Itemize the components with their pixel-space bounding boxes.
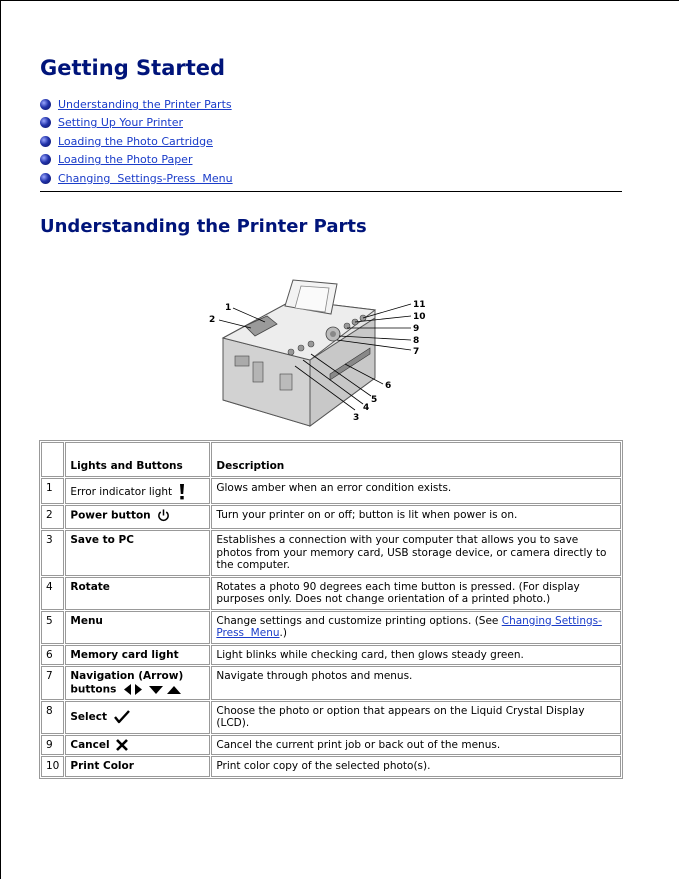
table-row — [41, 611, 621, 644]
row-description: Cancel the current print job or back out of the menus. — [211, 735, 621, 756]
callout-2: 2 — [209, 315, 216, 325]
row-description — [211, 611, 621, 644]
header-lights-buttons: Lights and Buttons — [65, 442, 210, 477]
bullet-icon — [40, 136, 51, 147]
toc-link-photo-cartridge[interactable]: Loading the Photo Cartridge — [58, 134, 213, 148]
callout-3: 3 — [353, 413, 360, 423]
toc-item — [40, 132, 233, 151]
row-number: 2 — [41, 505, 64, 529]
row-number: 9 — [41, 735, 64, 756]
section-title: Understanding the Printer Parts — [40, 216, 367, 237]
row-description: Choose the photo or option that appears on the Liquid Crystal Display (LCD). — [211, 701, 621, 734]
table-row — [41, 701, 621, 734]
row-description: Navigate through photos and menus. — [211, 666, 621, 700]
exclamation-icon — [178, 484, 186, 500]
toc-item — [40, 169, 233, 188]
arrow-keys-icon — [123, 683, 183, 696]
row-label — [65, 478, 210, 504]
bullet-icon — [40, 173, 51, 184]
header-description: Description — [211, 442, 621, 477]
row-number: 8 — [41, 701, 64, 734]
row-label-text: Select — [70, 711, 108, 723]
row-label: Save to PC — [65, 530, 210, 576]
row-number: 3 — [41, 530, 64, 576]
row-description-text-end: .) — [279, 627, 287, 639]
table-header-row — [41, 442, 621, 477]
callout-5: 5 — [371, 395, 378, 405]
row-label: Rotate — [65, 577, 210, 610]
row-description: Print color copy of the selected photo(s). — [211, 756, 621, 777]
callout-7: 7 — [413, 347, 420, 357]
row-label — [65, 505, 210, 529]
row-description-text: Change settings and customize printing options. (See — [216, 614, 502, 627]
checkmark-icon — [114, 710, 130, 724]
row-description: Light blinks while checking card, then glows steady green. — [211, 645, 621, 666]
x-icon — [116, 739, 128, 751]
row-description: Glows amber when an error condition exists. — [211, 478, 621, 504]
section-divider — [40, 191, 622, 192]
row-label: Memory card light — [65, 645, 210, 666]
table-row — [41, 645, 621, 666]
row-number: 7 — [41, 666, 64, 700]
toc-link-photo-paper[interactable]: Loading the Photo Paper — [58, 153, 193, 167]
row-label — [65, 666, 210, 700]
row-number: 4 — [41, 577, 64, 610]
row-description: Turn your printer on or off; button is lit when power is on. — [211, 505, 621, 529]
printer-illustration — [205, 278, 435, 428]
bullet-icon — [40, 117, 51, 128]
table-row — [41, 756, 621, 777]
toc-link-changing-settings[interactable]: Changing Settings-Press Menu — [58, 171, 233, 185]
row-label — [65, 735, 210, 756]
callout-6: 6 — [385, 381, 392, 391]
toc-link-setting-up[interactable]: Setting Up Your Printer — [58, 116, 183, 130]
toc-item — [40, 95, 233, 114]
row-label-text: Cancel — [70, 738, 110, 751]
row-description: Rotates a photo 90 degrees each time button is pressed. (For display purposes only. Does not change orientation of a printed photo.) — [211, 577, 621, 610]
row-label: Print Color — [65, 756, 210, 777]
callout-9: 9 — [413, 324, 420, 334]
row-number: 5 — [41, 611, 64, 644]
bullet-icon — [40, 99, 51, 110]
table-row — [41, 505, 621, 529]
table-of-contents — [40, 95, 233, 188]
table-row — [41, 577, 621, 610]
changing-settings-link[interactable]: Changing Settings-Press Menu — [216, 614, 602, 639]
toc-link-printer-parts[interactable]: Understanding the Printer Parts — [58, 97, 232, 111]
printer-parts-table — [39, 440, 623, 779]
table-row — [41, 478, 621, 504]
row-label — [65, 701, 210, 734]
bullet-icon — [40, 154, 51, 165]
row-label-text: Navigation (Arrow) buttons — [70, 670, 184, 695]
row-label-text: Error indicator light — [70, 486, 173, 498]
row-number: 10 — [41, 756, 64, 777]
table-row — [41, 735, 621, 756]
power-icon — [157, 509, 170, 522]
callout-11: 11 — [413, 300, 426, 310]
row-number: 1 — [41, 478, 64, 504]
callout-4: 4 — [363, 403, 370, 413]
header-number-cell — [41, 442, 64, 477]
row-label-text: Power button — [70, 509, 151, 522]
toc-item — [40, 151, 233, 170]
row-number: 6 — [41, 645, 64, 666]
callout-10: 10 — [413, 312, 426, 322]
callout-1: 1 — [225, 303, 232, 313]
page-title: Getting Started — [40, 56, 226, 80]
table-row — [41, 530, 621, 576]
table-row — [41, 666, 621, 700]
row-description: Establishes a connection with your computer that allows you to save photos from your memory card, USB storage device, or camera directly to the computer. — [211, 530, 621, 576]
row-label: Menu — [65, 611, 210, 644]
callout-8: 8 — [413, 336, 420, 346]
toc-item — [40, 114, 233, 133]
